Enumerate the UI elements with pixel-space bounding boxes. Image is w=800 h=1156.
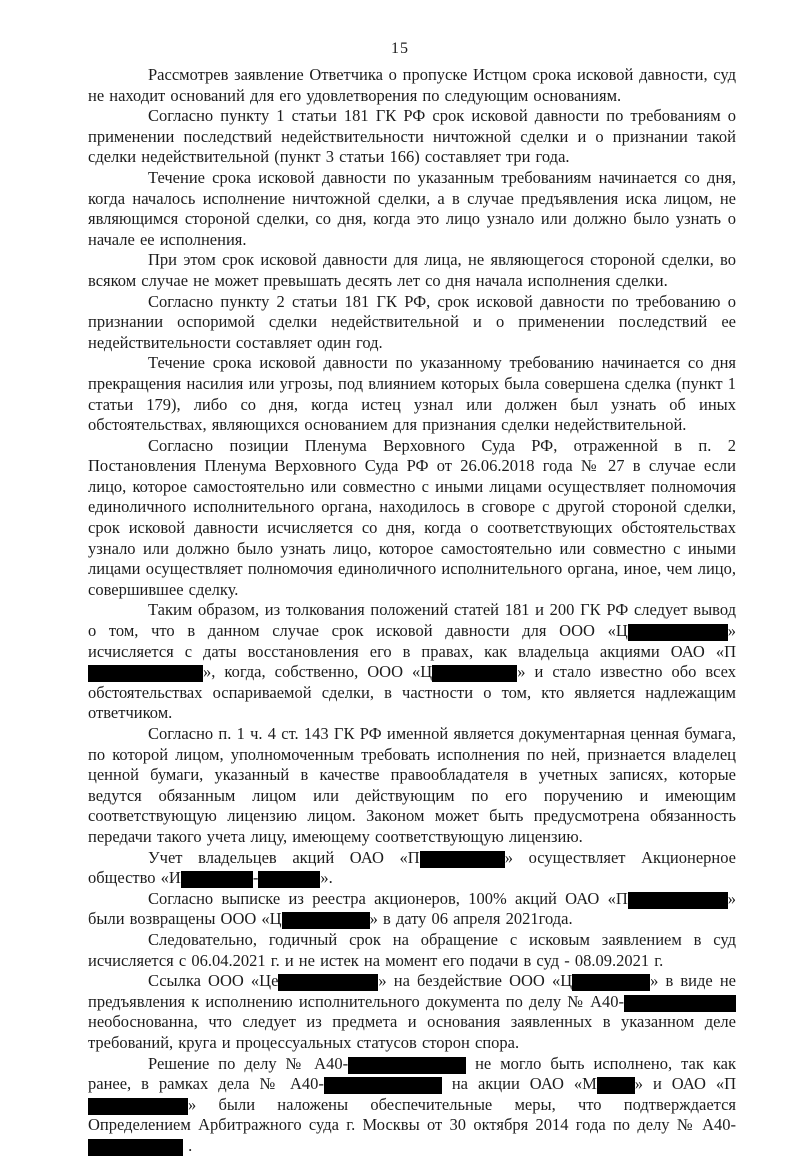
redaction-bar (88, 665, 203, 682)
redaction-bar (282, 912, 370, 929)
paragraph: Согласно пункту 1 статьи 181 ГК РФ срок исковой давности по требованиям о применении последствий недействительности ничтожной сделки и о признании такой сделки недействительной (пункт 3 статьи 166) составляет три года. (88, 106, 736, 168)
redaction-bar (181, 871, 253, 888)
redaction-bar (628, 624, 728, 641)
redaction-bar (624, 995, 736, 1012)
paragraph: При этом срок исковой давности для лица, не являющегося стороной сделки, во всяком случае не может превышать десять лет со дня начала исполнения сделки. (88, 250, 736, 291)
page-number: 15 (0, 40, 800, 58)
redaction-bar (88, 1098, 188, 1115)
paragraph: Таким образом, из толкования положений статей 181 и 200 ГК РФ следует вывод о том, что в данном случае срок исковой давности для ООО «Ц » исчисляется с даты восстановления его в правах, как владельца акциями ОАО «П», когда, собственно, ООО «Ц » и стало известно обо всех обстоятельствах оспариваемой сделки, в частности о том, кто является надлежащим ответчиком. (88, 600, 736, 724)
paragraph: Течение срока исковой давности по указанному требованию начинается со дня прекращения насилия или угрозы, под влиянием которых была совершена сделка (пункт 1 статьи 179), либо со дня, когда истец узнал или должен был узнать об иных обстоятельствах, являющихся основанием для признания сделки недействительной. (88, 353, 736, 435)
paragraph: Течение срока исковой давности по указанным требованиям начинается со дня, когда началось исполнение ничтожной сделки, а в случае предъявления иска лицом, не являющимся стороной сделки, со дня, когда это лицо узнало или должно было узнать о начале ее исполнения. (88, 168, 736, 250)
paragraph: Учет владельцев акций ОАО «П » осуществляет Акционерное общество «И - ». (88, 848, 736, 889)
paragraph: Согласно пункту 2 статьи 181 ГК РФ, срок исковой давности по требованию о признании оспоримой сделки недействительной и о применении последствий ее недействительности составляет один год. (88, 292, 736, 354)
redaction-bar (432, 665, 517, 682)
document-body (88, 65, 736, 1156)
redaction-bar (324, 1077, 442, 1094)
paragraph: Согласно позиции Пленума Верховного Суда РФ, отраженной в п. 2 Постановления Пленума Верховного Суда РФ от 26.06.2018 года № 27 в случае если лицо, которое самостоятельно или совместно с иными лицами осуществляет полномочия единоличного исполнительного органа, находилось в сговоре с другой стороной сделки, срок исковой давности исчисляется со дня, когда о соответствующих обстоятельствах узнало или должно было узнать лицо, которое самостоятельно или совместно с иными лицами осуществляет полномочия единоличного исполнительного органа, иное, чем лицо, совершившее сделку. (88, 436, 736, 601)
redaction-bar (572, 974, 650, 991)
redaction-bar (597, 1077, 635, 1094)
paragraph: Следовательно, годичный срок на обращение с исковым заявлением в суд исчисляется с 06.04.2021 г. и не истек на момент его подачи в суд - 08.09.2021 г. (88, 930, 736, 971)
redaction-bar (278, 974, 378, 991)
paragraph: Решение по делу № А40- не могло быть исполнено, так как ранее, в рамках дела № А40- на акции ОАО «М » и ОАО «П» были наложены обеспечительные меры, что подтверждается Определением Арбитражного суда г. Москвы от 30 октября 2014 года по делу № А40- . (88, 1054, 736, 1156)
paragraph: Ссылка ООО «Це » на бездействие ООО «Ц » в виде не предъявления к исполнению исполнительного документа по делу № А40- необоснованна, что следует из предмета и основания заявленных в указанном деле требований, круга и процессуальных статусов сторон спора. (88, 971, 736, 1053)
redaction-bar (88, 1139, 183, 1156)
redaction-bar (258, 871, 320, 888)
paragraph: Согласно п. 1 ч. 4 ст. 143 ГК РФ именной является документарная ценная бумага, по которой лицом, уполномоченным требовать исполнения по ней, признается владелец ценной бумаги, указанный в качестве правообладателя в учетных записях, которые ведутся обязанным лицом или действующим по его поручению и имеющим соответствующую лицензию лицом. Законом может быть предусмотрена обязанность передачи такого учета лицу, имеющему соответствующую лицензию. (88, 724, 736, 848)
paragraph: Рассмотрев заявление Ответчика о пропуске Истцом срока исковой давности, суд не находит оснований для его удовлетворения по следующим основаниям. (88, 65, 736, 106)
redaction-bar (628, 892, 728, 909)
paragraph: Согласно выписке из реестра акционеров, 100% акций ОАО «П » были возвращены ООО «Ц » в дату 06 апреля 2021года. (88, 889, 736, 930)
redaction-bar (420, 851, 505, 868)
redaction-bar (348, 1057, 466, 1074)
